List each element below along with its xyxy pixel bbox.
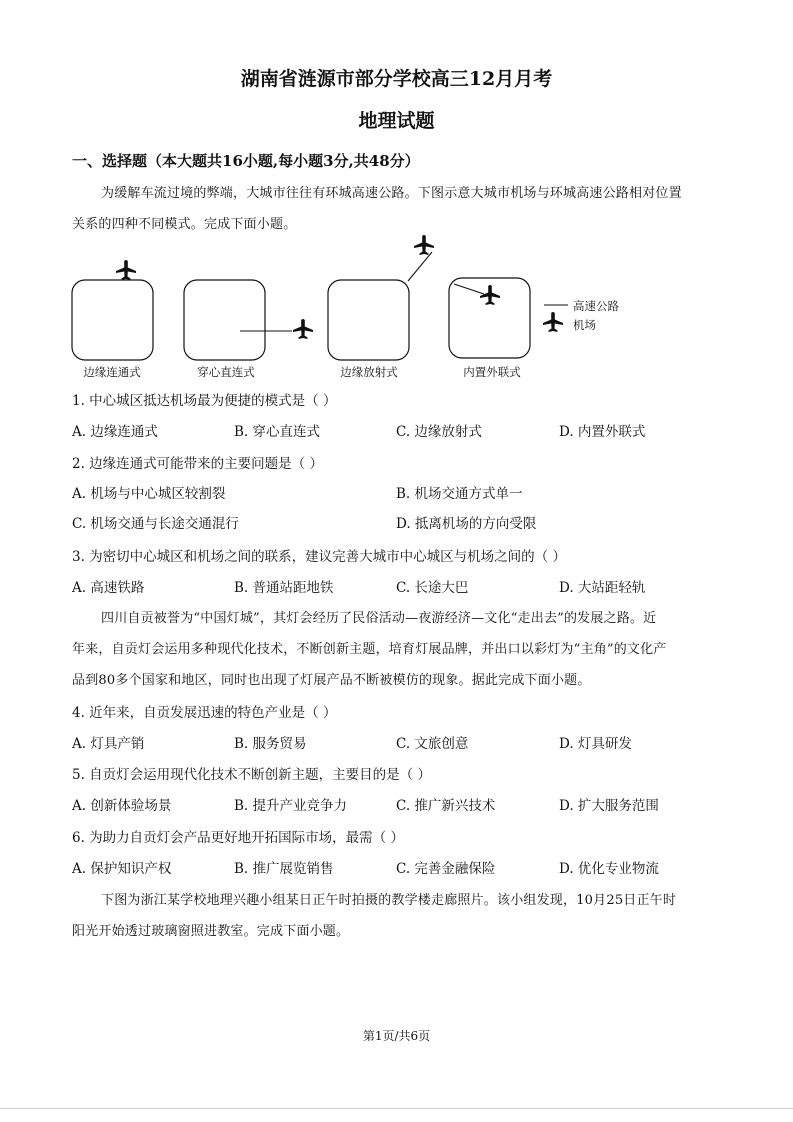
q2-option-a: A. 机场与中心城区较割裂 bbox=[72, 486, 226, 502]
mode-edge-connected-diagram bbox=[72, 260, 153, 360]
mode-label-1: 边缘连通式 bbox=[83, 365, 141, 379]
airplane-icon bbox=[293, 319, 313, 339]
airport-highway-figure bbox=[60, 232, 660, 382]
q2-option-c: C. 机场交通与长途交通混行 bbox=[72, 516, 239, 532]
figure-legend bbox=[543, 299, 619, 332]
q3-stem: 3. 为密切中心城区和机场之间的联系，建议完善大城市中心城区与机场之间的（ ） bbox=[72, 549, 566, 565]
q6-option-c: C. 完善金融保险 bbox=[396, 861, 496, 877]
q4-option-a: A. 灯具产销 bbox=[72, 736, 145, 752]
mode-label-2: 穿心直连式 bbox=[197, 365, 255, 379]
exam-title: 湖南省涟源市部分学校高三12月月考 bbox=[240, 68, 553, 90]
q5-option-d: D. 扩大服务范围 bbox=[559, 798, 659, 814]
mode-inner-link-diagram bbox=[449, 278, 530, 358]
q5-option-b: B. 提升产业竞争力 bbox=[234, 798, 348, 814]
passage3-line1: 下图为浙江某学校地理兴趣小组某日正午时拍摄的教学楼走廊照片。该小组发现，10月25日正午时 bbox=[101, 893, 677, 908]
passage1-line2: 关系的四种不同模式。完成下面小题。 bbox=[72, 217, 297, 232]
q3-option-c: C. 长途大巴 bbox=[396, 580, 469, 596]
section-heading: 一、选择题（本大题共16小题,每小题3分,共48分） bbox=[72, 152, 420, 170]
page-number: 第1页/共6页 bbox=[362, 1029, 431, 1043]
q2-option-d: D. 抵离机场的方向受限 bbox=[396, 516, 537, 532]
q6-option-d: D. 优化专业物流 bbox=[559, 861, 659, 877]
q2-stem: 2. 边缘连通式可能带来的主要问题是（ ） bbox=[72, 456, 323, 472]
q5-stem: 5. 自贡灯会运用现代化技术不断创新主题，主要目的是（ ） bbox=[72, 767, 431, 783]
page-bottom-divider bbox=[0, 1108, 793, 1109]
legend-road-label: 高速公路 bbox=[573, 299, 619, 313]
q4-option-b: B. 服务贸易 bbox=[234, 736, 307, 752]
mode-edge-radial-diagram bbox=[328, 235, 434, 360]
mode-label-3: 边缘放射式 bbox=[340, 365, 398, 379]
q6-stem: 6. 为助力自贡灯会产品更好地开拓国际市场，最需（ ） bbox=[72, 830, 404, 846]
passage2-line2: 年来，自贡灯会运用多种现代化技术，不断创新主题，培育灯展品牌，并出口以彩灯为“主角”的文化产 bbox=[72, 642, 667, 657]
q3-option-a: A. 高速铁路 bbox=[72, 580, 145, 596]
q6-option-a: A. 保护知识产权 bbox=[72, 861, 172, 877]
passage3-line2: 阳光开始透过玻璃窗照进教室。完成下面小题。 bbox=[72, 924, 350, 939]
q1-option-a: A. 边缘连通式 bbox=[72, 424, 158, 440]
q3-option-d: D. 大站距轻轨 bbox=[559, 580, 646, 596]
passage2-line1: 四川自贡被誉为“中国灯城”，其灯会经历了民俗活动—夜游经济—文化“走出去”的发展之路。近 bbox=[101, 611, 657, 626]
q6-option-b: B. 推广展览销售 bbox=[234, 861, 334, 877]
q5-option-c: C. 推广新兴技术 bbox=[396, 798, 496, 814]
q4-stem: 4. 近年来，自贡发展迅速的特色产业是（ ） bbox=[72, 705, 337, 721]
q5-option-a: A. 创新体验场景 bbox=[72, 798, 172, 814]
q4-option-d: D. 灯具研发 bbox=[559, 736, 632, 752]
q1-stem: 1. 中心城区抵达机场最为便捷的模式是（ ） bbox=[72, 393, 337, 409]
q3-option-b: B. 普通站距地铁 bbox=[234, 580, 334, 596]
mode-label-4: 内置外联式 bbox=[463, 365, 521, 379]
mode-through-center-diagram bbox=[184, 280, 313, 360]
q2-option-b: B. 机场交通方式单一 bbox=[396, 486, 523, 502]
airplane-icon bbox=[480, 285, 500, 305]
airplane-icon bbox=[414, 235, 434, 255]
legend-airport-label: 机场 bbox=[573, 318, 596, 332]
passage2-line3: 品到80多个国家和地区，同时也出现了灯展产品不断被模仿的现象。据此完成下面小题。 bbox=[72, 673, 591, 688]
airplane-icon bbox=[543, 312, 563, 332]
airplane-icon bbox=[116, 260, 136, 280]
exam-subtitle: 地理试题 bbox=[358, 110, 435, 132]
passage1-line1: 为缓解车流过境的弊端，大城市往往有环城高速公路。下图示意大城市机场与环城高速公路相对位置 bbox=[101, 186, 682, 201]
q4-option-c: C. 文旅创意 bbox=[396, 736, 469, 752]
q1-option-d: D. 内置外联式 bbox=[559, 424, 646, 440]
q1-option-b: B. 穿心直连式 bbox=[234, 424, 321, 440]
q1-option-c: C. 边缘放射式 bbox=[396, 424, 482, 440]
